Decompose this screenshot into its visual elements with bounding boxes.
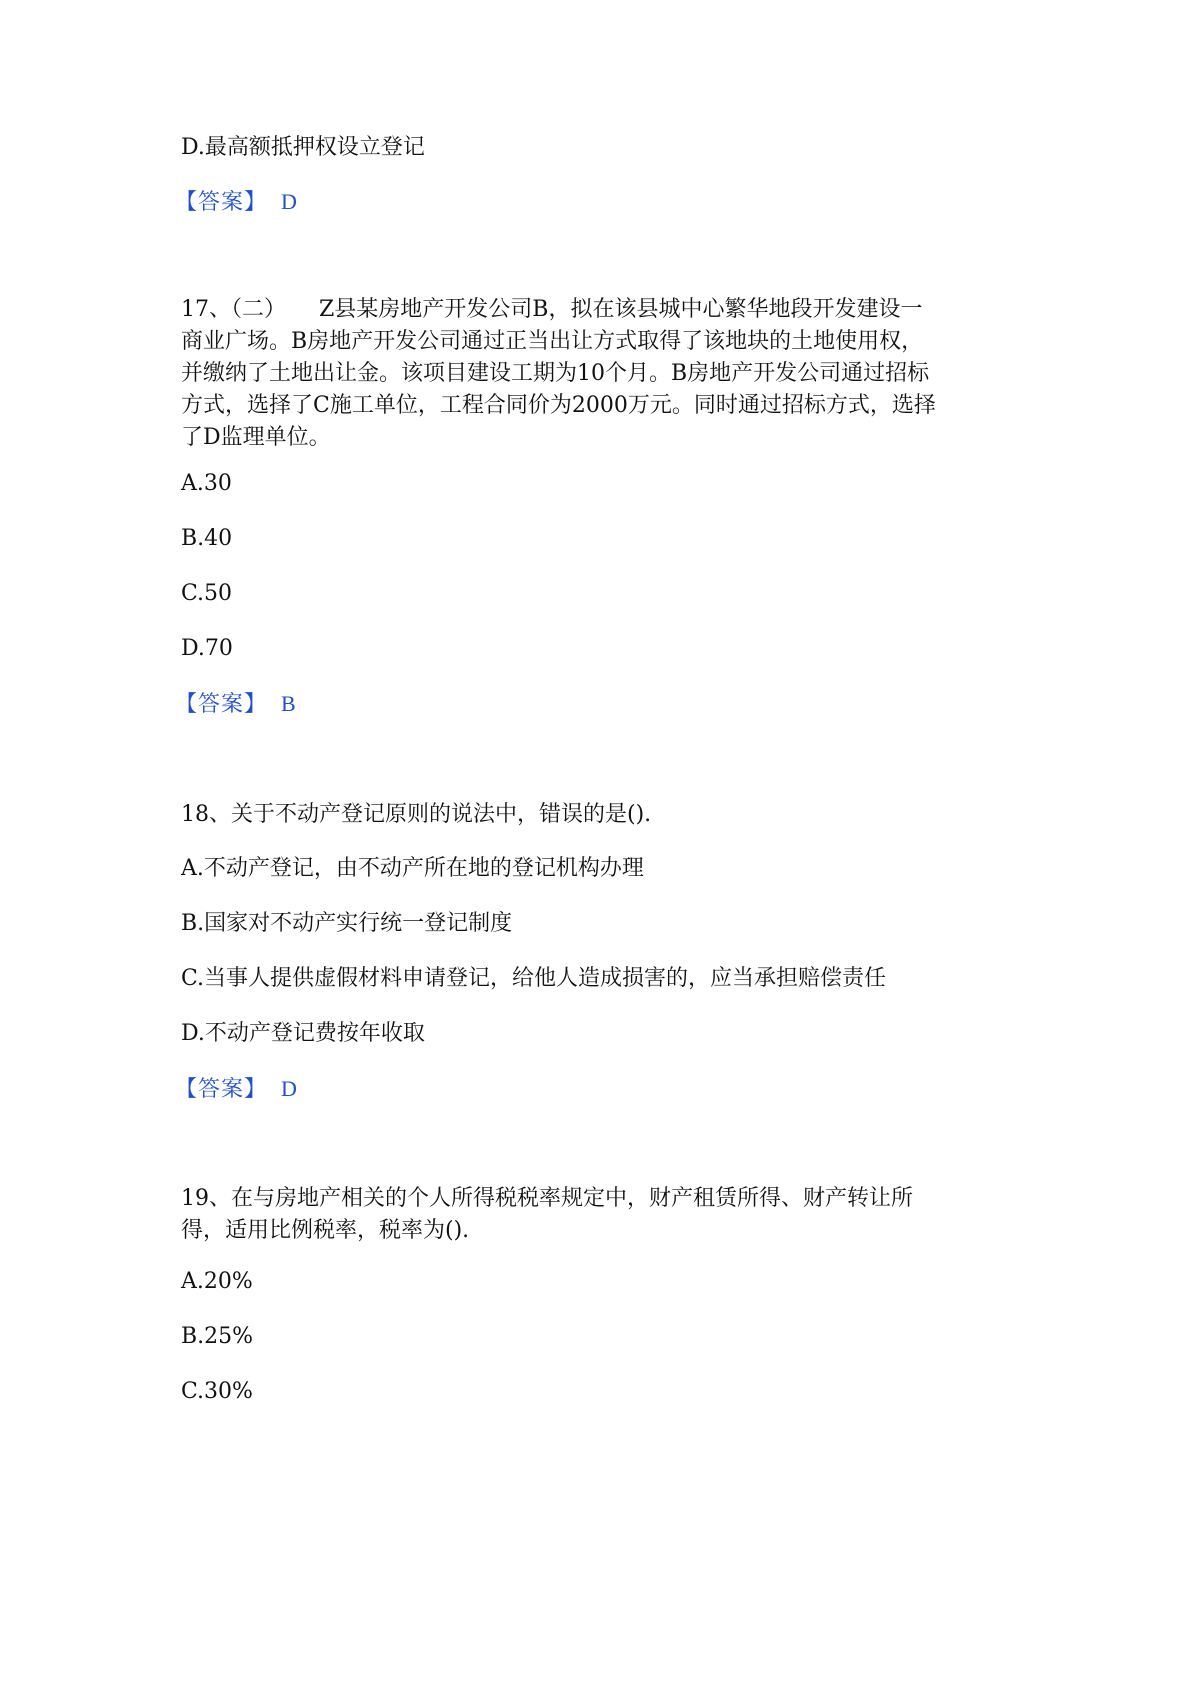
option-17-c: C.50	[181, 581, 233, 606]
option-18-c: C.当事人提供虚假材料申请登记，给他人造成损害的，应当承担赔偿责任	[181, 966, 887, 991]
option-18-d: D.不动产登记费按年收取	[181, 1021, 425, 1046]
answer-value: B	[281, 691, 296, 716]
question-17-line-5: 了D监理单位。	[181, 425, 331, 450]
question-17-line-3: 并缴纳了土地出让金。该项目建设工期为10个月。B房地产开发公司通过招标	[181, 361, 930, 386]
question-17-line-1: 17、（二） Z县某房地产开发公司B，拟在该县城中心繁华地段开发建设一	[181, 297, 923, 322]
option-18-a: A.不动产登记，由不动产所在地的登记机构办理	[181, 856, 644, 881]
answer-18	[175, 1073, 297, 1106]
question-19-line-2: 得，适用比例税率，税率为().	[181, 1218, 470, 1243]
option-19-b: B.25%	[181, 1324, 254, 1349]
answer-value: D	[281, 1076, 297, 1101]
option-16-d: D.最高额抵押权设立登记	[181, 135, 425, 160]
answer-tag: 【答案】	[175, 692, 268, 717]
answer-tag: 【答案】	[175, 190, 268, 215]
question-19-line-1: 19、在与房地产相关的个人所得税税率规定中，财产租赁所得、财产转让所	[181, 1186, 913, 1211]
answer-17	[175, 688, 296, 721]
answer-value: D	[281, 189, 297, 214]
answer-16	[175, 186, 297, 219]
question-17	[181, 294, 1021, 454]
option-17-d: D.70	[181, 636, 233, 661]
question-19	[181, 1183, 1021, 1247]
option-17-a: A.30	[181, 471, 232, 496]
option-17-b: B.40	[181, 526, 233, 551]
answer-tag: 【答案】	[175, 1077, 268, 1102]
option-19-a: A.20%	[181, 1269, 253, 1294]
question-17-line-2: 商业广场。B房地产开发公司通过正当出让方式取得了该地块的土地使用权，	[181, 329, 924, 354]
question-17-line-4: 方式，选择了C施工单位，工程合同价为2000万元。同时通过招标方式，选择	[181, 393, 936, 418]
question-18-line-1: 18、关于不动产登记原则的说法中，错误的是().	[181, 802, 652, 827]
question-18	[181, 799, 1021, 831]
option-19-c: C.30%	[181, 1379, 253, 1404]
option-18-b: B.国家对不动产实行统一登记制度	[181, 911, 513, 936]
